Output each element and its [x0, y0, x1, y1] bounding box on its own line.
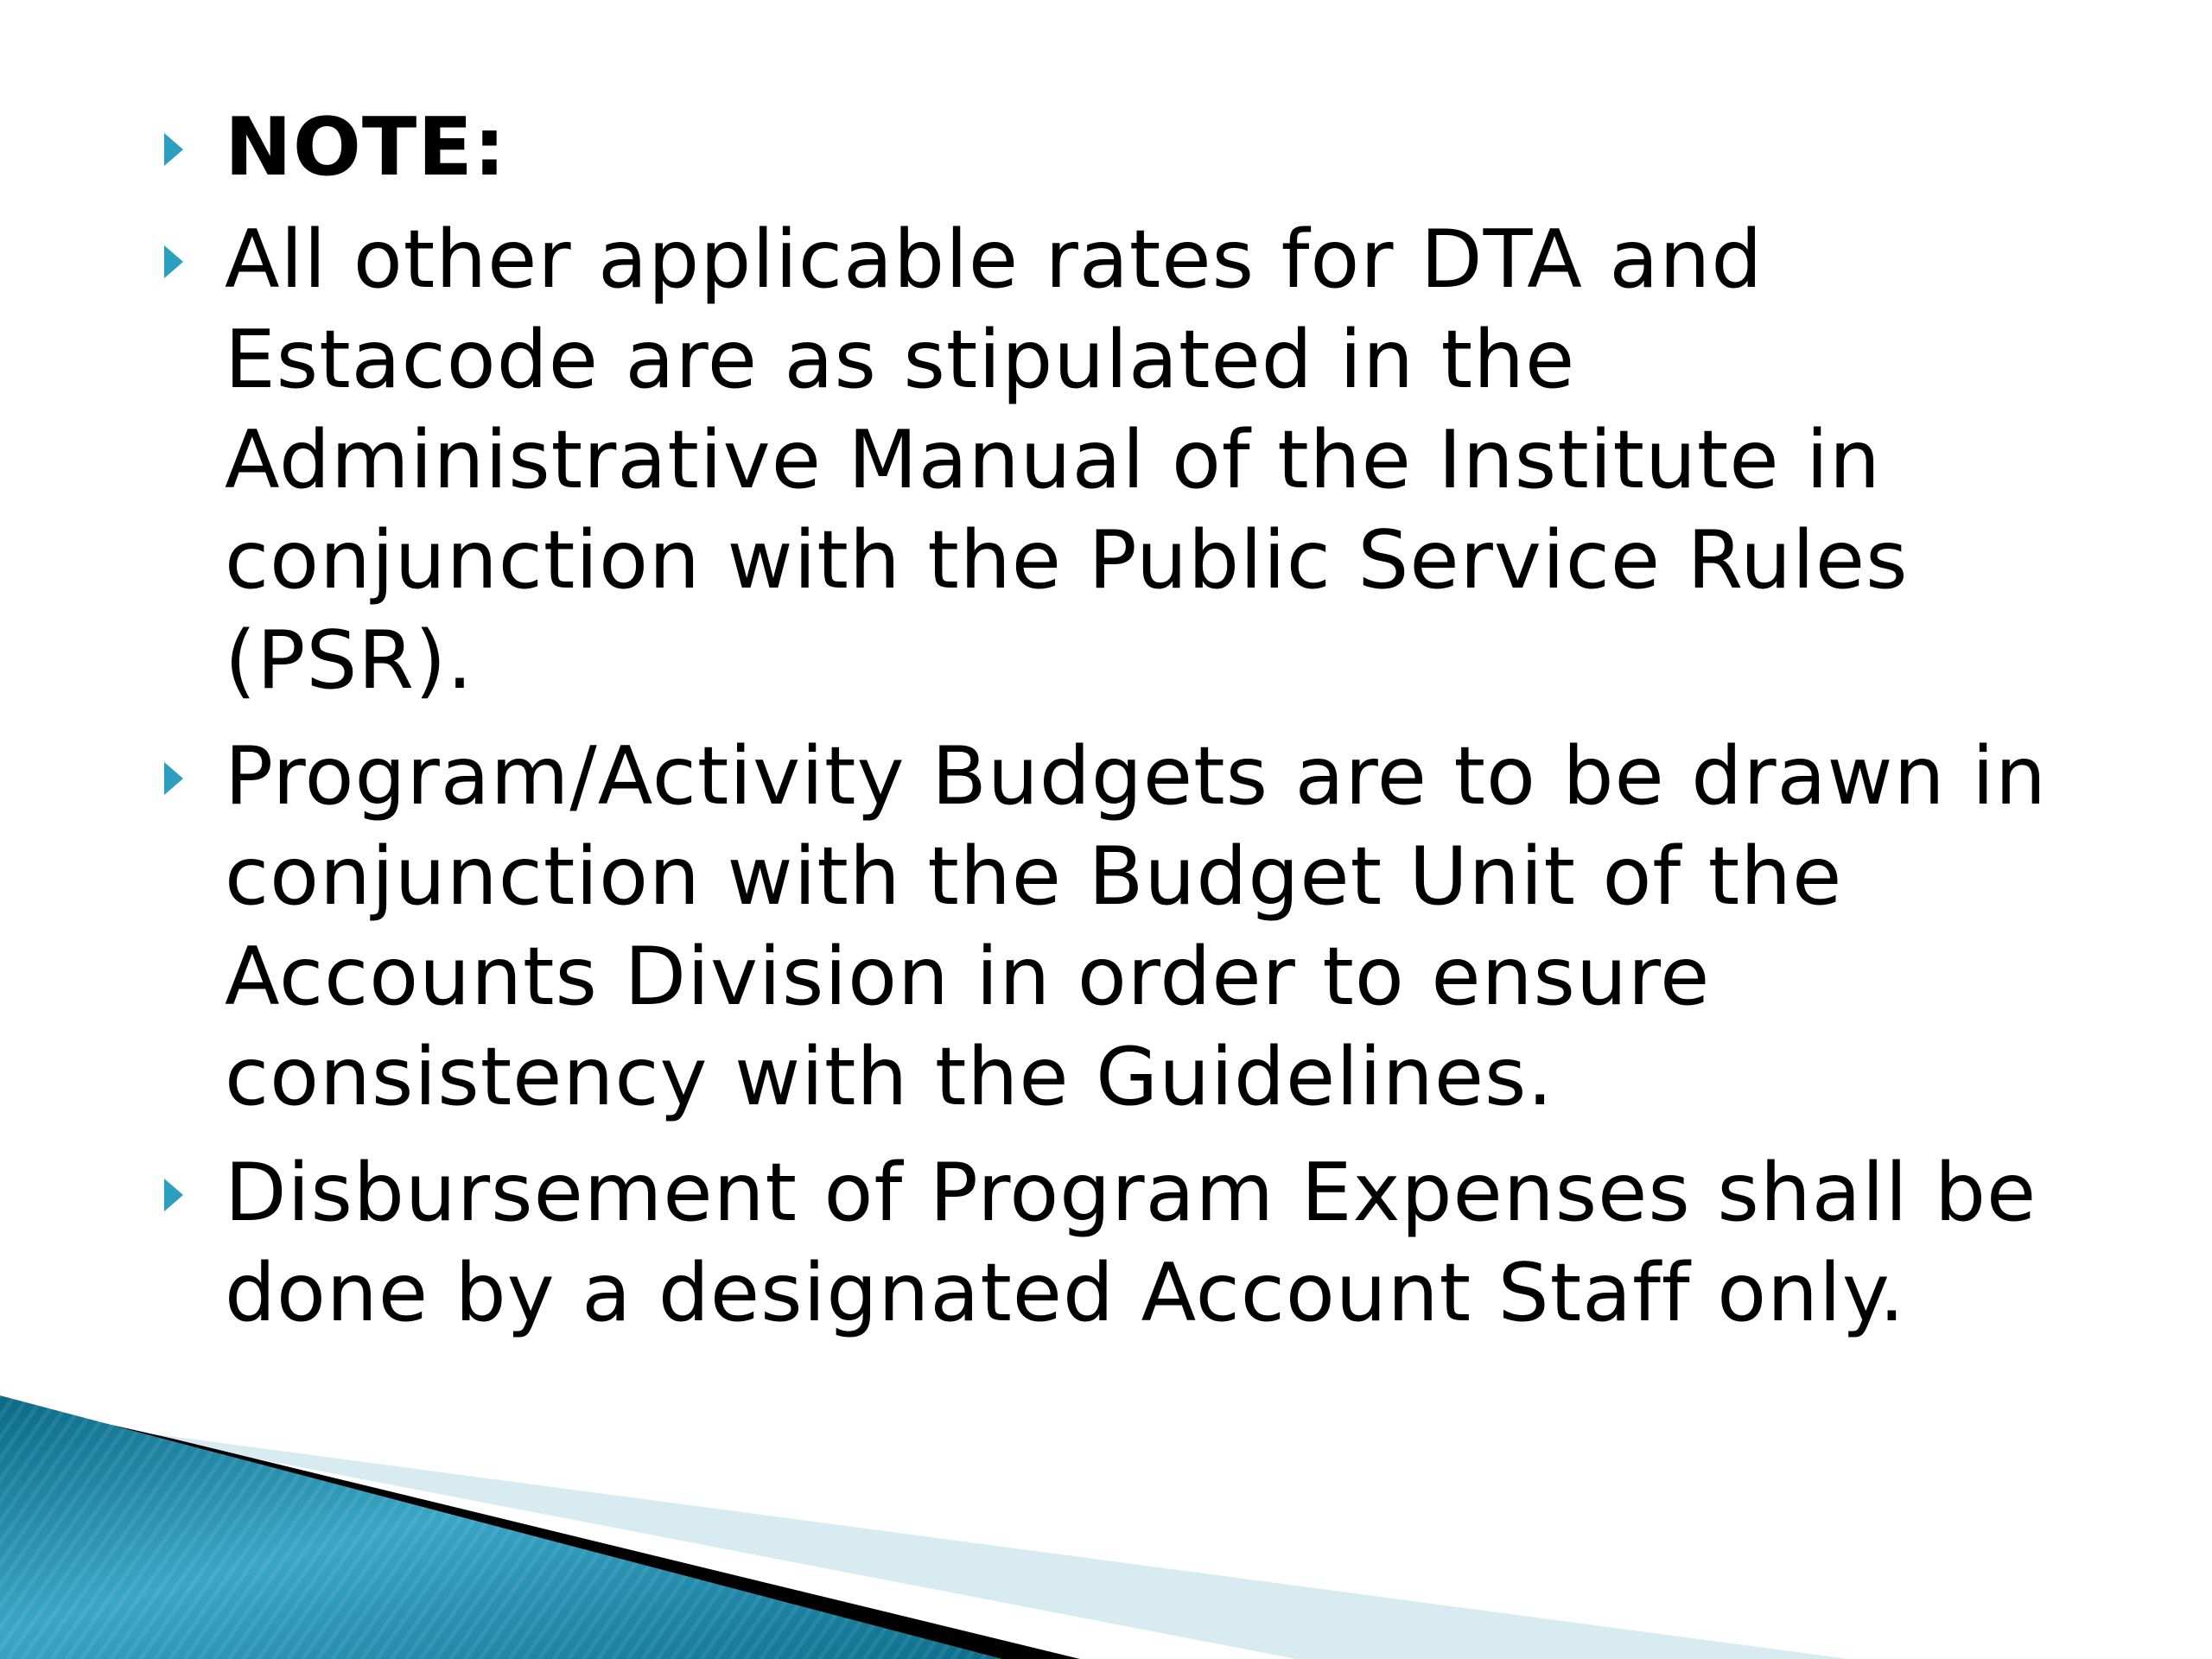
- bullet-rates: [164, 209, 2117, 710]
- bullet-text: Disbursement of Program Expenses shall be done by a designated Account Staff only.: [225, 1146, 2037, 1339]
- triangle-bullet-icon: [164, 245, 183, 278]
- bullet-list: [164, 97, 2117, 1358]
- bullet-budgets: [164, 726, 2117, 1127]
- bullet-note-heading: [164, 97, 2117, 197]
- bullet-text: NOTE:: [225, 100, 507, 194]
- bullet-text: Program/Activity Budgets are to be drawn in conjunction with the Budget Unit of the Accounts Division in order to ensure consistency with the Guidelines.: [225, 729, 2047, 1123]
- triangle-bullet-icon: [164, 1179, 183, 1211]
- bullet-disbursement: [164, 1142, 2117, 1343]
- triangle-bullet-icon: [164, 762, 183, 795]
- triangle-bullet-icon: [164, 133, 183, 166]
- bullet-text: All other applicable rates for DTA and Estacode are as stipulated in the Administrative Manual of the Institute in conjunction with the Public Service Rules (PSR).: [225, 213, 1909, 707]
